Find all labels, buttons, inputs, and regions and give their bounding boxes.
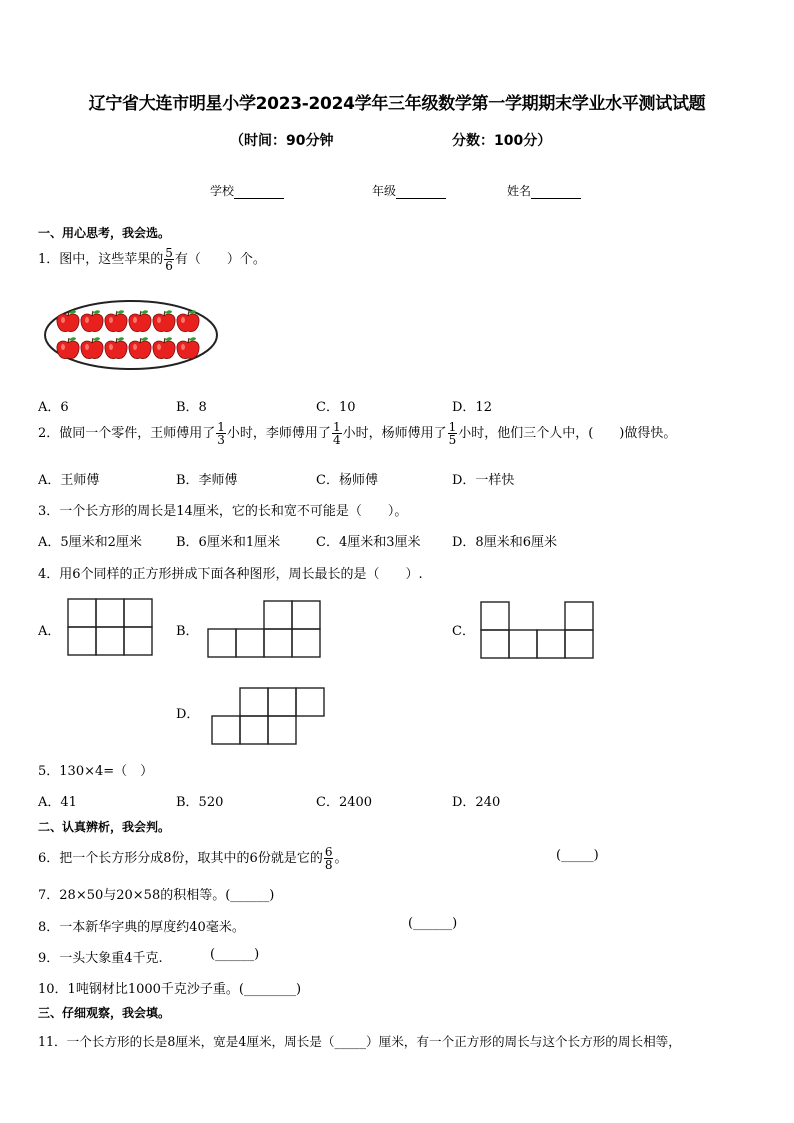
question-4: 4．用6个同样的正方形拼成下面各种图形，周长最长的是（ ）. (38, 567, 423, 582)
q1-option-d[interactable]: D．12 (452, 400, 492, 415)
question-2 (38, 421, 676, 446)
q2-fraction-3 (448, 421, 458, 446)
q2-f1-num: 1 (217, 420, 225, 434)
section-1-heading: 一、用心思考，我会选。 (38, 226, 171, 240)
q5-option-c[interactable]: C．2400 (316, 795, 373, 810)
q1-fraction (164, 247, 174, 272)
q2-option-a[interactable]: A．王师傅 (38, 473, 100, 488)
q4-option-c-label[interactable]: C． (452, 624, 475, 639)
q1-text-post: 有（ ）个。 (174, 252, 266, 267)
question-11[interactable]: 11．一个长方形的长是8厘米，宽是4厘米，周长是（_____）厘米，有一个正方形的周长与这个长方形的周长相等， (38, 1034, 681, 1049)
apple-illustration (44, 300, 220, 372)
q4-option-a-label[interactable]: A． (38, 624, 61, 639)
school-field (210, 182, 284, 199)
name-field (507, 182, 581, 199)
q2-text-post: 小时，他们三个人中，( )做得快。 (458, 426, 677, 441)
q6-text-pre: 6．把一个长方形分成8份，取其中的6份就是它的 (38, 851, 323, 866)
q2-f2-den: 4 (332, 433, 341, 447)
q1-fraction-den: 6 (165, 259, 173, 273)
q9-answer-blank[interactable]: (______) (210, 947, 260, 962)
q8-answer-blank[interactable]: (______) (408, 916, 458, 931)
q2-f3-num: 1 (448, 420, 457, 434)
q2-option-d[interactable]: D．一样快 (452, 473, 515, 488)
q1-option-b[interactable]: B．8 (176, 400, 207, 415)
exam-time: （时间：90分钟 (230, 133, 334, 149)
q3-option-d[interactable]: D．8厘米和6厘米 (452, 535, 557, 550)
q6-answer-blank[interactable]: (_____) (556, 848, 599, 863)
grade-blank[interactable] (396, 186, 446, 199)
q2-option-b[interactable]: B．李师傅 (176, 473, 238, 488)
question-9: 9．一头大象重4千克. (38, 951, 163, 966)
question-10[interactable]: 10．1吨钢材比1000千克沙子重。(________) (38, 982, 302, 997)
exam-score: 分数：100分） (452, 133, 552, 149)
question-8: 8．一本新华字典的厚度约40毫米。 (38, 920, 245, 935)
q2-text-mid1: 小时，李师傅用了 (226, 426, 331, 441)
q2-fraction-2 (332, 421, 342, 446)
question-7[interactable]: 7．28×50与20×58的积相等。(______) (38, 888, 275, 903)
q6-fraction (324, 846, 334, 871)
q4-shape-d (211, 687, 325, 745)
section-2-heading: 二、认真辨析，我会判。 (38, 820, 171, 834)
q3-option-a[interactable]: A．5厘米和2厘米 (38, 535, 142, 550)
q2-f2-num: 1 (332, 420, 341, 434)
section-3-heading: 三、仔细观察，我会填。 (38, 1006, 171, 1020)
school-blank[interactable] (234, 186, 284, 199)
q3-option-c[interactable]: C．4厘米和3厘米 (316, 535, 421, 550)
question-5: 5．130×4=（ ） (38, 764, 154, 779)
q3-option-b[interactable]: B．6厘米和1厘米 (176, 535, 281, 550)
q5-option-d[interactable]: D．240 (452, 795, 501, 810)
q4-shape-b (207, 600, 321, 658)
q4-shape-c (480, 601, 594, 659)
name-blank[interactable] (531, 186, 581, 199)
grade-field (372, 182, 446, 199)
q2-option-c[interactable]: C．杨师傅 (316, 473, 378, 488)
question-6 (38, 846, 347, 871)
page-title: 辽宁省大连市明星小学2023-2024学年三年级数学第一学期期末学业水平测试试题 (88, 94, 706, 114)
q5-option-b[interactable]: B．520 (176, 795, 224, 810)
q2-fraction-1 (216, 421, 226, 446)
q4-option-b-label[interactable]: B． (176, 624, 199, 639)
q2-f1-den: 3 (217, 433, 225, 447)
q5-option-a[interactable]: A．41 (38, 795, 77, 810)
question-3: 3．一个长方形的周长是14厘米，它的长和宽不可能是（ ）。 (38, 504, 408, 519)
q6-text-post: 。 (334, 851, 348, 866)
q4-shape-a (67, 598, 153, 656)
q1-option-c[interactable]: C．10 (316, 400, 356, 415)
grade-label: 年级 (372, 184, 397, 198)
school-label: 学校 (210, 184, 235, 198)
q4-option-d-label[interactable]: D． (176, 707, 200, 722)
q2-f3-den: 5 (448, 433, 457, 447)
question-1 (38, 247, 266, 272)
q6-fraction-num: 6 (324, 845, 333, 859)
q1-option-a[interactable]: A．6 (38, 400, 69, 415)
q2-text-pre: 2．做同一个零件，王师傅用了 (38, 426, 216, 441)
name-label: 姓名 (507, 184, 532, 198)
q2-text-mid2: 小时，杨师傅用了 (342, 426, 447, 441)
q1-fraction-num: 5 (165, 246, 173, 260)
q6-fraction-den: 8 (324, 858, 333, 872)
q1-text-pre: 1．图中，这些苹果的 (38, 252, 164, 267)
